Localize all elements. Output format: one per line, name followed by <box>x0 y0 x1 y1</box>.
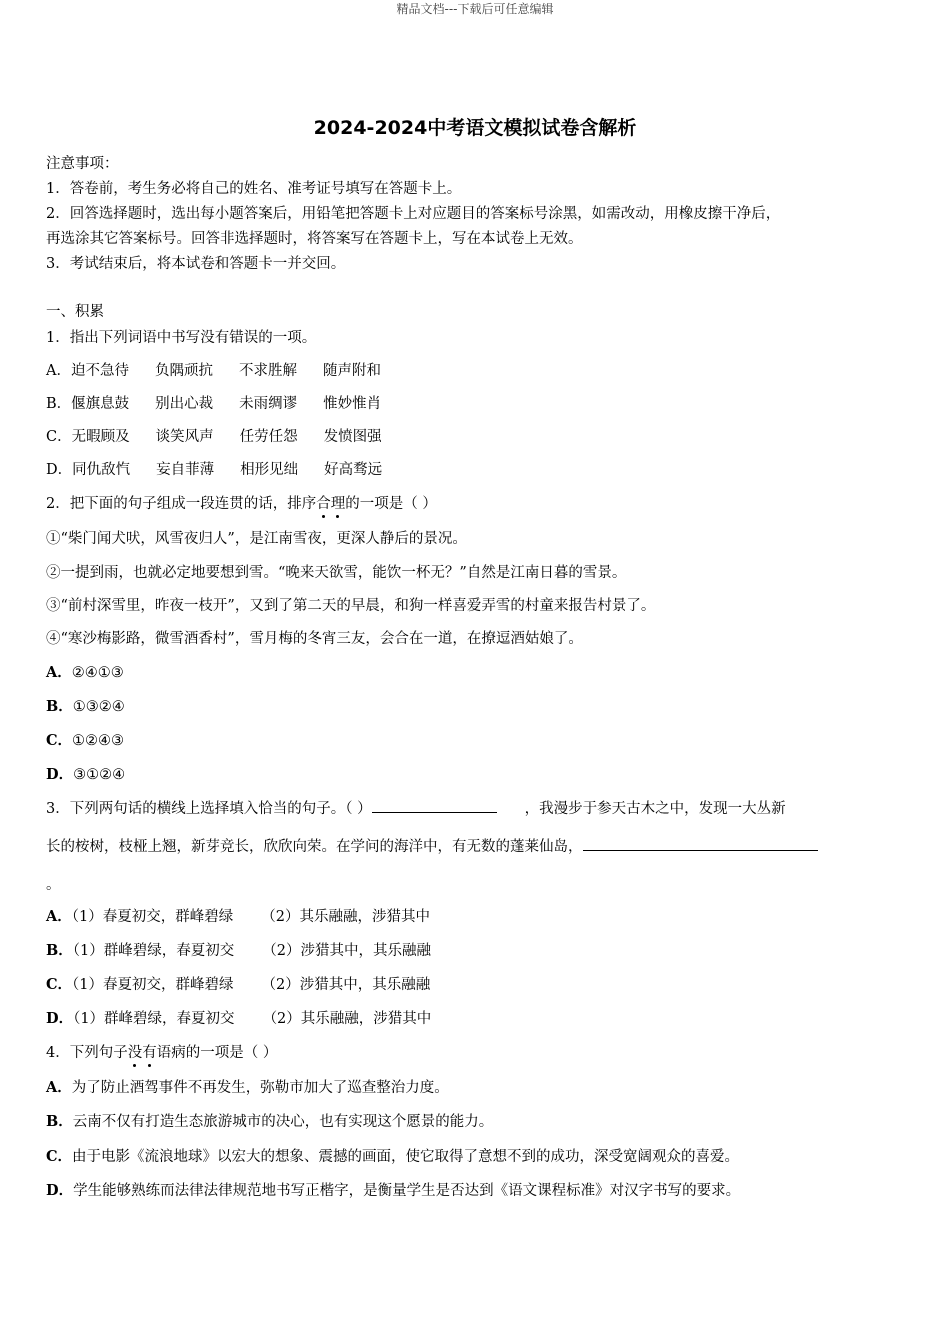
option-part-1: （1）春夏初交，群峰碧绿 <box>71 909 234 925</box>
question-3-line-2 <box>46 835 818 856</box>
option-label: C． <box>46 1148 73 1165</box>
stem-text: 3．下列两句话的横线上选择填入恰当的句子。（ ） <box>46 801 372 817</box>
emphasis-char: 有 <box>142 1041 157 1062</box>
option-text: 云南不仅有打造生态旅游城市的决心，也有实现这个愿景的能力。 <box>72 1114 494 1130</box>
option-word: 相形见绌 <box>240 462 299 478</box>
question-3-stem <box>46 797 786 818</box>
option-word: 迫不急待 <box>70 363 129 379</box>
question-2-option-c <box>46 729 124 750</box>
question-2-sentence-4: ④“寒沙梅影路，微雪酒香村”，雪月梅的冬宵三友，会合在一道，在撩逗酒姑娘了。 <box>46 631 583 647</box>
question-1-stem: 1．指出下列词语中书写没有错误的一项。 <box>46 330 317 346</box>
option-text: ②④①③ <box>71 665 124 681</box>
option-part-1: （1）群峰碧绿，春夏初交 <box>72 943 235 959</box>
option-text: ①②④③ <box>72 733 125 749</box>
notice-item-2: 2．回答选择题时，选出每小题答案后，用铅笔把答题卡上对应题目的答案标号涂黑，如需改动，用橡皮擦干净后， <box>46 206 781 222</box>
question-2-stem <box>46 492 437 513</box>
option-part-2: （2）其乐融融，涉猎其中 <box>262 1011 432 1027</box>
question-1-option-d <box>46 458 382 479</box>
option-word: 好高骛远 <box>324 462 383 478</box>
question-3-option-c <box>46 973 430 994</box>
option-part-1: （1）群峰碧绿，春夏初交 <box>73 1011 235 1027</box>
question-2-option-a <box>46 661 124 682</box>
question-1-option-c <box>46 425 382 446</box>
emphasis-char: 理 <box>331 492 346 513</box>
option-label: B． <box>46 396 72 412</box>
question-2-sentence-1: ①“柴门闻犬吠，风雪夜归人”，是江南雪夜，更深人静后的景况。 <box>46 531 467 547</box>
option-label: A． <box>46 363 71 379</box>
notice-item-3: 3．考试结束后，将本试卷和答题卡一并交回。 <box>46 256 346 272</box>
option-label: D． <box>46 462 73 478</box>
option-text: 学生能够熟练而法律法律规范地书写正楷字，是衡量学生是否达到《语文课程标准》对汉字书写的要求。 <box>73 1183 741 1199</box>
question-4-option-a <box>46 1076 449 1097</box>
question-1-option-b <box>46 392 381 413</box>
stem-text: 的一项是（ ） <box>345 496 437 512</box>
question-3-option-b <box>46 939 431 960</box>
option-label: C． <box>46 976 73 993</box>
answer-blank-2 <box>583 836 818 851</box>
option-label: D． <box>46 1010 74 1027</box>
page-title: 2024-2024中考语文模拟试卷含解析 <box>313 117 637 139</box>
option-part-2: （2）其乐融融，涉猎其中 <box>261 909 430 925</box>
notice-heading: 注意事项： <box>46 156 119 172</box>
option-word: 妄自菲薄 <box>156 462 215 478</box>
question-1-option-a <box>46 359 381 380</box>
option-label: A． <box>46 908 72 925</box>
option-part-2: （2）涉猎其中，其乐融融 <box>261 977 431 993</box>
option-label: B． <box>46 698 73 715</box>
stem-text: 2．把下面的句子组成一段连贯的话，排序 <box>46 496 317 512</box>
section-heading: 一、积累 <box>46 304 104 320</box>
option-label: D． <box>46 766 74 783</box>
option-word: 随声附和 <box>322 363 381 379</box>
option-text: 为了防止酒驾事件不再发生，弥勒市加大了巡查整治力度。 <box>71 1080 449 1096</box>
option-label: C． <box>46 429 72 445</box>
question-3-option-a <box>46 905 430 926</box>
option-word: 不求胜解 <box>238 363 297 379</box>
option-text: ③①②④ <box>73 767 126 783</box>
option-label: B． <box>46 942 73 959</box>
option-part-1: （1）春夏初交，群峰碧绿 <box>72 977 234 993</box>
option-word: 惟妙惟肖 <box>323 396 382 412</box>
option-label: A． <box>46 1079 72 1096</box>
option-word: 偃旗息鼓 <box>71 396 130 412</box>
stem-text: ，我漫步于参天古木之中，发现一大丛新 <box>524 801 786 817</box>
question-3-line-3: 。 <box>46 877 61 893</box>
option-word: 任劳任怨 <box>239 429 298 445</box>
header-note: 精品文档---下载后可任意编辑 <box>396 2 554 16</box>
notice-item-2-cont: 再选涂其它答案标号。回答非选择题时，将答案写在答题卡上，写在本试卷上无效。 <box>46 231 583 247</box>
question-4-option-d <box>46 1179 740 1200</box>
option-word: 别出心裁 <box>155 396 214 412</box>
answer-blank-1 <box>372 798 497 813</box>
option-word: 负隅顽抗 <box>154 363 213 379</box>
notice-item-1: 1．答卷前，考生务必将自己的姓名、准考证号填写在答题卡上。 <box>46 181 462 197</box>
stem-text: 长的桉树，枝桠上翘，新芽竞长，欣欣向荣。在学问的海洋中，有无数的蓬莱仙岛， <box>46 839 583 855</box>
option-word: 无暇顾及 <box>71 429 130 445</box>
option-text: 由于电影《流浪地球》以宏大的想象、震撼的画面，使它取得了意想不到的成功，深受宽阔观众的喜爱。 <box>72 1149 740 1165</box>
option-word: 未雨绸谬 <box>239 396 298 412</box>
question-2-sentence-3: ③“前村深雪里，昨夜一枝开”，又到了第二天的早晨，和狗一样喜爱弄雪的村童来报告村景了。 <box>46 598 656 614</box>
option-label: A． <box>46 664 72 681</box>
question-2-option-d <box>46 763 125 784</box>
option-word: 谈笑风声 <box>155 429 214 445</box>
option-part-2: （2）涉猎其中，其乐融融 <box>262 943 431 959</box>
emphasis-char: 没 <box>128 1041 143 1062</box>
question-4-option-b <box>46 1110 493 1131</box>
option-text: ①③②④ <box>72 699 125 715</box>
option-label: D． <box>46 1182 74 1199</box>
option-word: 发愤图强 <box>323 429 382 445</box>
stem-text: 4．下列句子 <box>46 1045 128 1061</box>
question-4-stem <box>46 1041 277 1062</box>
question-2-sentence-2: ②一提到雨，也就必定地要想到雪。“晚来天欲雪，能饮一杯无？”自然是江南日暮的雪景。 <box>46 565 627 581</box>
option-label: B． <box>46 1113 73 1130</box>
option-label: C． <box>46 732 73 749</box>
emphasis-char: 合 <box>316 492 331 513</box>
question-2-option-b <box>46 695 125 716</box>
stem-text: 语病的一项是（ ） <box>156 1045 278 1061</box>
option-word: 同仇敌忾 <box>72 462 131 478</box>
question-3-option-d <box>46 1007 431 1028</box>
question-4-option-c <box>46 1145 739 1166</box>
